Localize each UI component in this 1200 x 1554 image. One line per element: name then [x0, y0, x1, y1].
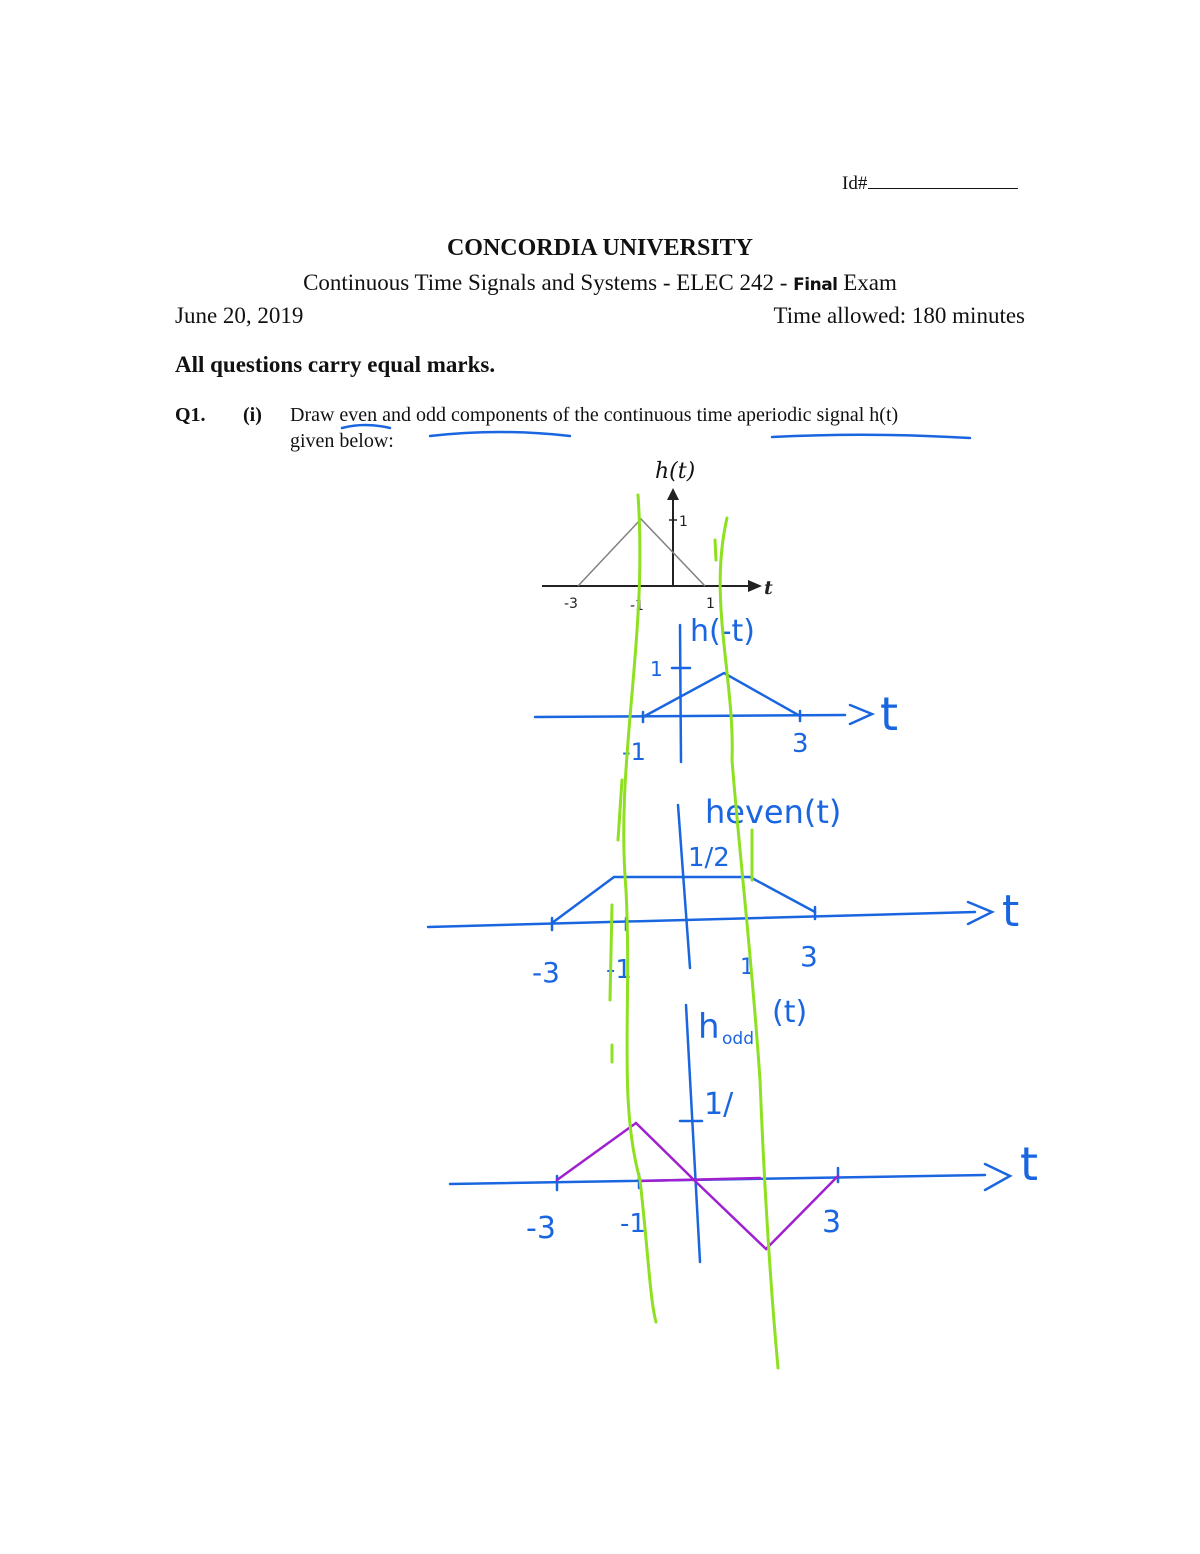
odd-label-sub: odd	[722, 1029, 754, 1049]
even-trapezoid	[552, 877, 815, 923]
odd-level-label: 1/	[704, 1087, 734, 1122]
even-axis-t: t	[1002, 886, 1020, 937]
underline-odd-components	[430, 432, 570, 436]
odd-sketch-axes	[450, 1005, 1010, 1262]
odd-tick-label-neg1: -1	[620, 1209, 646, 1239]
instructions: All questions carry equal marks.	[175, 352, 496, 377]
even-tick-label-1: 1	[740, 955, 754, 980]
time-allowed: Time allowed: 180 minutes	[773, 303, 1025, 328]
even-x-axis	[428, 912, 975, 927]
question-text-line2: given below:	[290, 430, 394, 452]
even-tick-label-neg3: -3	[532, 956, 560, 989]
course-title	[0, 270, 1200, 296]
odd-tick-label-neg3: -3	[526, 1211, 556, 1246]
even-sketch	[428, 805, 992, 968]
final-handwritten: Final	[793, 275, 838, 295]
figure-x-tick-neg1: -1	[630, 598, 644, 614]
question-text-line1: Draw even and odd components of the continuous time aperiodic signal h(t)	[290, 404, 899, 426]
odd-x-arrow	[985, 1164, 1010, 1190]
figure-y-tick-label: 1	[679, 514, 688, 530]
odd-waveform-left	[557, 1123, 694, 1180]
reflected-y-label: 1	[650, 657, 663, 681]
odd-label-main: h	[698, 1007, 720, 1047]
odd-label-arg: (t)	[772, 995, 808, 1030]
course-prefix: Continuous Time Signals and Systems - ELEC 242 -	[303, 270, 794, 295]
figure-y-arrow	[667, 488, 679, 500]
reflected-axis-t: t	[880, 687, 899, 741]
course-suffix: Exam	[837, 270, 897, 295]
university-title: CONCORDIA UNIVERSITY	[446, 235, 754, 261]
even-tick-label-3: 3	[800, 940, 818, 973]
even-x-arrow	[968, 902, 992, 924]
figure-x-tick-neg3: -3	[564, 596, 578, 612]
even-y-axis	[678, 805, 690, 968]
figure-x-arrow	[748, 580, 762, 592]
figure-x-label: t	[764, 577, 773, 599]
reflected-y-axis	[680, 625, 681, 762]
odd-y-axis	[686, 1005, 700, 1262]
underline-aperiodic-signal	[772, 435, 970, 438]
reflected-sketch	[535, 625, 872, 762]
question-part: (i)	[243, 404, 262, 426]
figure-triangle	[578, 519, 705, 586]
reflected-x-axis	[535, 715, 845, 717]
odd-axis-t: t	[1020, 1137, 1039, 1191]
green-guide-left-dash	[610, 780, 622, 1062]
reflected-tick-label-3: 3	[792, 729, 809, 759]
reflected-label: h(-t)	[690, 614, 756, 649]
even-tick-label-neg1: -1	[606, 955, 632, 985]
odd-waveform-right	[694, 1176, 838, 1249]
odd-waveform-mid	[640, 1178, 760, 1181]
exam-date: June 20, 2019	[175, 303, 304, 328]
reflected-tick-label-neg1: -1	[622, 738, 646, 766]
even-level-label: 1/2	[688, 843, 730, 873]
green-guide-left	[624, 495, 656, 1322]
reflected-x-arrow	[850, 705, 872, 724]
green-guide-right-dash	[715, 540, 752, 880]
green-guide-lines	[610, 495, 778, 1368]
reflected-triangle	[643, 673, 800, 717]
id-label: Id#	[842, 173, 868, 194]
id-blank-line	[868, 172, 1018, 189]
figure-x-tick-1: 1	[706, 596, 715, 612]
odd-tick-label-3: 3	[822, 1205, 842, 1240]
question-number: Q1.	[175, 404, 206, 426]
printed-figure	[542, 459, 773, 614]
figure-title: h(t)	[655, 459, 696, 484]
id-field	[842, 172, 1018, 195]
green-guide-right	[720, 518, 778, 1368]
even-label: heven(t)	[705, 793, 842, 831]
odd-x-axis	[450, 1175, 985, 1184]
odd-waveform	[557, 1123, 838, 1249]
